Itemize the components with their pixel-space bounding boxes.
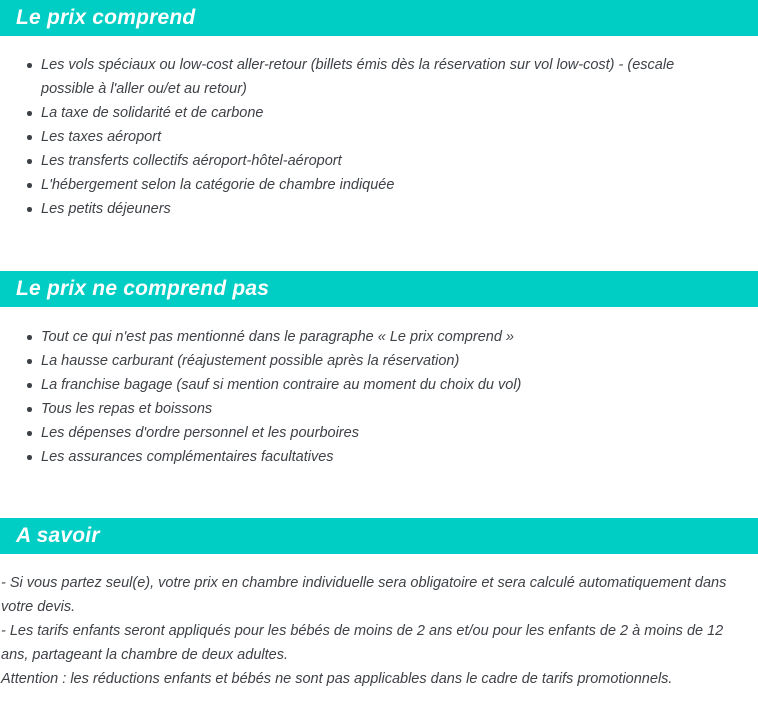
list-item xyxy=(41,125,724,149)
list-item xyxy=(41,349,724,373)
bullet-icon xyxy=(27,383,32,388)
list-item xyxy=(41,197,724,221)
notes-text-block xyxy=(0,554,758,691)
bullet-icon xyxy=(27,63,32,68)
bullet-icon xyxy=(27,135,32,140)
list-item xyxy=(41,325,724,349)
bullet-icon xyxy=(27,207,32,212)
price-excludes-header-bar xyxy=(0,271,758,307)
price-includes-list xyxy=(0,36,758,221)
list-item xyxy=(41,101,724,125)
list-item xyxy=(41,173,724,197)
list-item-text: La taxe de solidarité et de carbone xyxy=(41,105,264,121)
bullet-icon xyxy=(27,159,32,164)
list-item-text: L'hébergement selon la catégorie de chambre indiquée xyxy=(41,177,395,193)
list-item xyxy=(41,149,724,173)
list-item xyxy=(41,53,724,101)
price-includes-header-bar xyxy=(0,0,758,36)
bullet-icon xyxy=(27,407,32,412)
note-paragraph: Attention : les réductions enfants et bébés ne sont pas applicables dans le cadre de tarifs promotionnels. xyxy=(1,671,673,687)
price-excludes-list xyxy=(0,307,758,469)
list-item-text: Les dépenses d'ordre personnel et les pourboires xyxy=(41,425,359,441)
bullet-icon xyxy=(27,431,32,436)
bullet-icon xyxy=(27,183,32,188)
list-item-text: Les vols spéciaux ou low-cost aller-retour (billets émis dès la réservation sur vol low-cost) - (escale possible à l'aller ou/et au retour) xyxy=(41,57,675,97)
list-item-text: Tout ce qui n'est pas mentionné dans le paragraphe « Le prix comprend » xyxy=(41,329,514,345)
notes-title: A savoir xyxy=(16,524,100,547)
list-item xyxy=(41,397,724,421)
note-paragraph: - Si vous partez seul(e), votre prix en chambre individuelle sera obligatoire et sera calculé automatiquement dans votre devis. xyxy=(1,575,727,615)
list-item-text: Les taxes aéroport xyxy=(41,129,162,145)
price-excludes-title: Le prix ne comprend pas xyxy=(16,277,270,300)
list-item-text: Tous les repas et boissons xyxy=(41,401,213,417)
list-item xyxy=(41,421,724,445)
list-item-text: Les assurances complémentaires facultatives xyxy=(41,449,334,465)
bullet-icon xyxy=(27,455,32,460)
list-item xyxy=(41,373,724,397)
list-item-text: La hausse carburant (réajustement possible après la réservation) xyxy=(41,353,460,369)
list-item xyxy=(41,445,724,469)
list-item-text: La franchise bagage (sauf si mention contraire au moment du choix du vol) xyxy=(41,377,522,393)
list-item-text: Les petits déjeuners xyxy=(41,201,171,217)
price-includes-section xyxy=(0,0,758,221)
bullet-icon xyxy=(27,335,32,340)
price-excludes-section xyxy=(0,271,758,469)
list-item-text: Les transferts collectifs aéroport-hôtel-aéroport xyxy=(41,153,342,169)
note-paragraph: - Les tarifs enfants seront appliqués pour les bébés de moins de 2 ans et/ou pour les enfants de 2 à moins de 12 ans, partageant la chambre de deux adultes. xyxy=(1,623,724,663)
price-includes-title: Le prix comprend xyxy=(16,6,196,29)
bullet-icon xyxy=(27,359,32,364)
bullet-icon xyxy=(27,111,32,116)
notes-header-bar xyxy=(0,518,758,554)
notes-section xyxy=(0,518,758,691)
